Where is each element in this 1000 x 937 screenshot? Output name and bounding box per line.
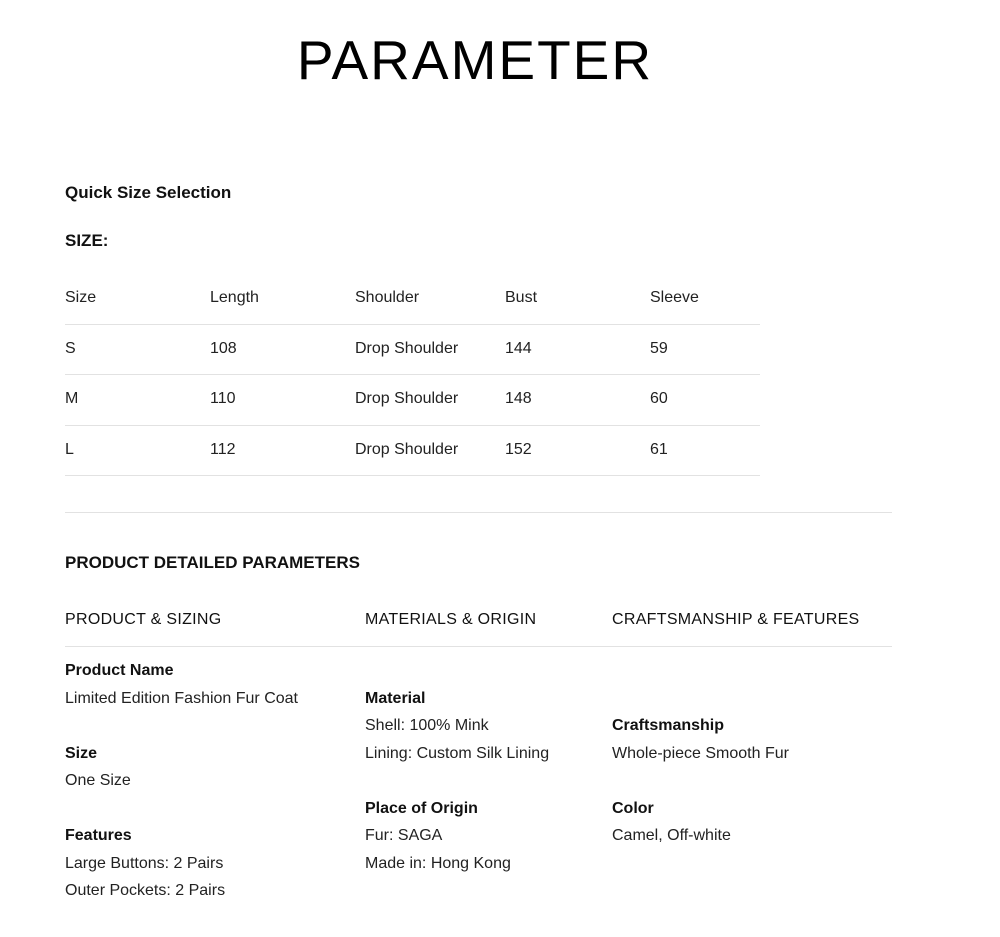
size-column-header: Size <box>65 289 97 306</box>
size-param-label: Size <box>65 745 98 762</box>
color-label: Color <box>612 800 654 817</box>
table-row <box>65 375 760 426</box>
craftsmanship-value: Whole-piece Smooth Fur <box>612 745 789 762</box>
size-cell: L <box>65 440 74 458</box>
craftsmanship-features-column-header: CRAFTSMANSHIP & FEATURES <box>612 611 860 628</box>
sleeve-cell: 59 <box>650 339 668 357</box>
sleeve-cell: 61 <box>650 440 668 458</box>
details-header-divider <box>65 646 892 647</box>
details-heading: PRODUCT DETAILED PARAMETERS <box>65 553 360 572</box>
features-value: Outer Pockets: 2 Pairs <box>65 882 226 899</box>
bust-cell: 148 <box>505 390 532 407</box>
size-table-header-row <box>65 274 760 325</box>
shoulder-cell: Drop Shoulder <box>355 390 459 407</box>
shoulder-column-header: Shoulder <box>355 289 420 306</box>
material-value: Shell: 100% Mink <box>365 717 489 734</box>
section-divider <box>65 512 892 513</box>
bust-column-header: Bust <box>505 289 538 306</box>
color-value: Camel, Off-white <box>612 827 731 844</box>
length-column-header: Length <box>210 289 259 306</box>
origin-label: Place of Origin <box>365 800 478 817</box>
craftsmanship-label: Craftsmanship <box>612 717 725 734</box>
shoulder-cell: Drop Shoulder <box>355 440 459 458</box>
origin-value: Made in: Hong Kong <box>365 855 511 872</box>
bust-cell: 152 <box>505 440 532 458</box>
origin-value: Fur: SAGA <box>365 827 443 844</box>
material-label: Material <box>365 690 426 707</box>
bust-cell: 144 <box>505 339 532 357</box>
length-cell: 112 <box>210 440 236 458</box>
product-name-label: Product Name <box>65 662 174 679</box>
features-label: Features <box>65 827 132 844</box>
sleeve-cell: 60 <box>650 390 668 407</box>
quick-size-heading: Quick Size Selection <box>65 183 232 202</box>
product-name-value: Limited Edition Fashion Fur Coat <box>65 690 298 707</box>
size-param-value: One Size <box>65 772 131 789</box>
features-value: Large Buttons: 2 Pairs <box>65 855 224 872</box>
length-cell: 110 <box>210 390 236 407</box>
table-row <box>65 426 760 477</box>
page-title: PARAMETER <box>296 29 654 91</box>
table-row <box>65 325 760 376</box>
size-cell: S <box>65 339 76 357</box>
size-table <box>65 274 760 476</box>
material-value: Lining: Custom Silk Lining <box>365 745 550 762</box>
shoulder-cell: Drop Shoulder <box>355 339 459 357</box>
size-cell: M <box>65 390 79 407</box>
sleeve-column-header: Sleeve <box>650 289 699 306</box>
size-label: SIZE: <box>65 231 109 250</box>
length-cell: 108 <box>210 339 237 357</box>
materials-origin-column-header: MATERIALS & ORIGIN <box>365 611 537 628</box>
product-sizing-column-header: PRODUCT & SIZING <box>65 611 222 628</box>
